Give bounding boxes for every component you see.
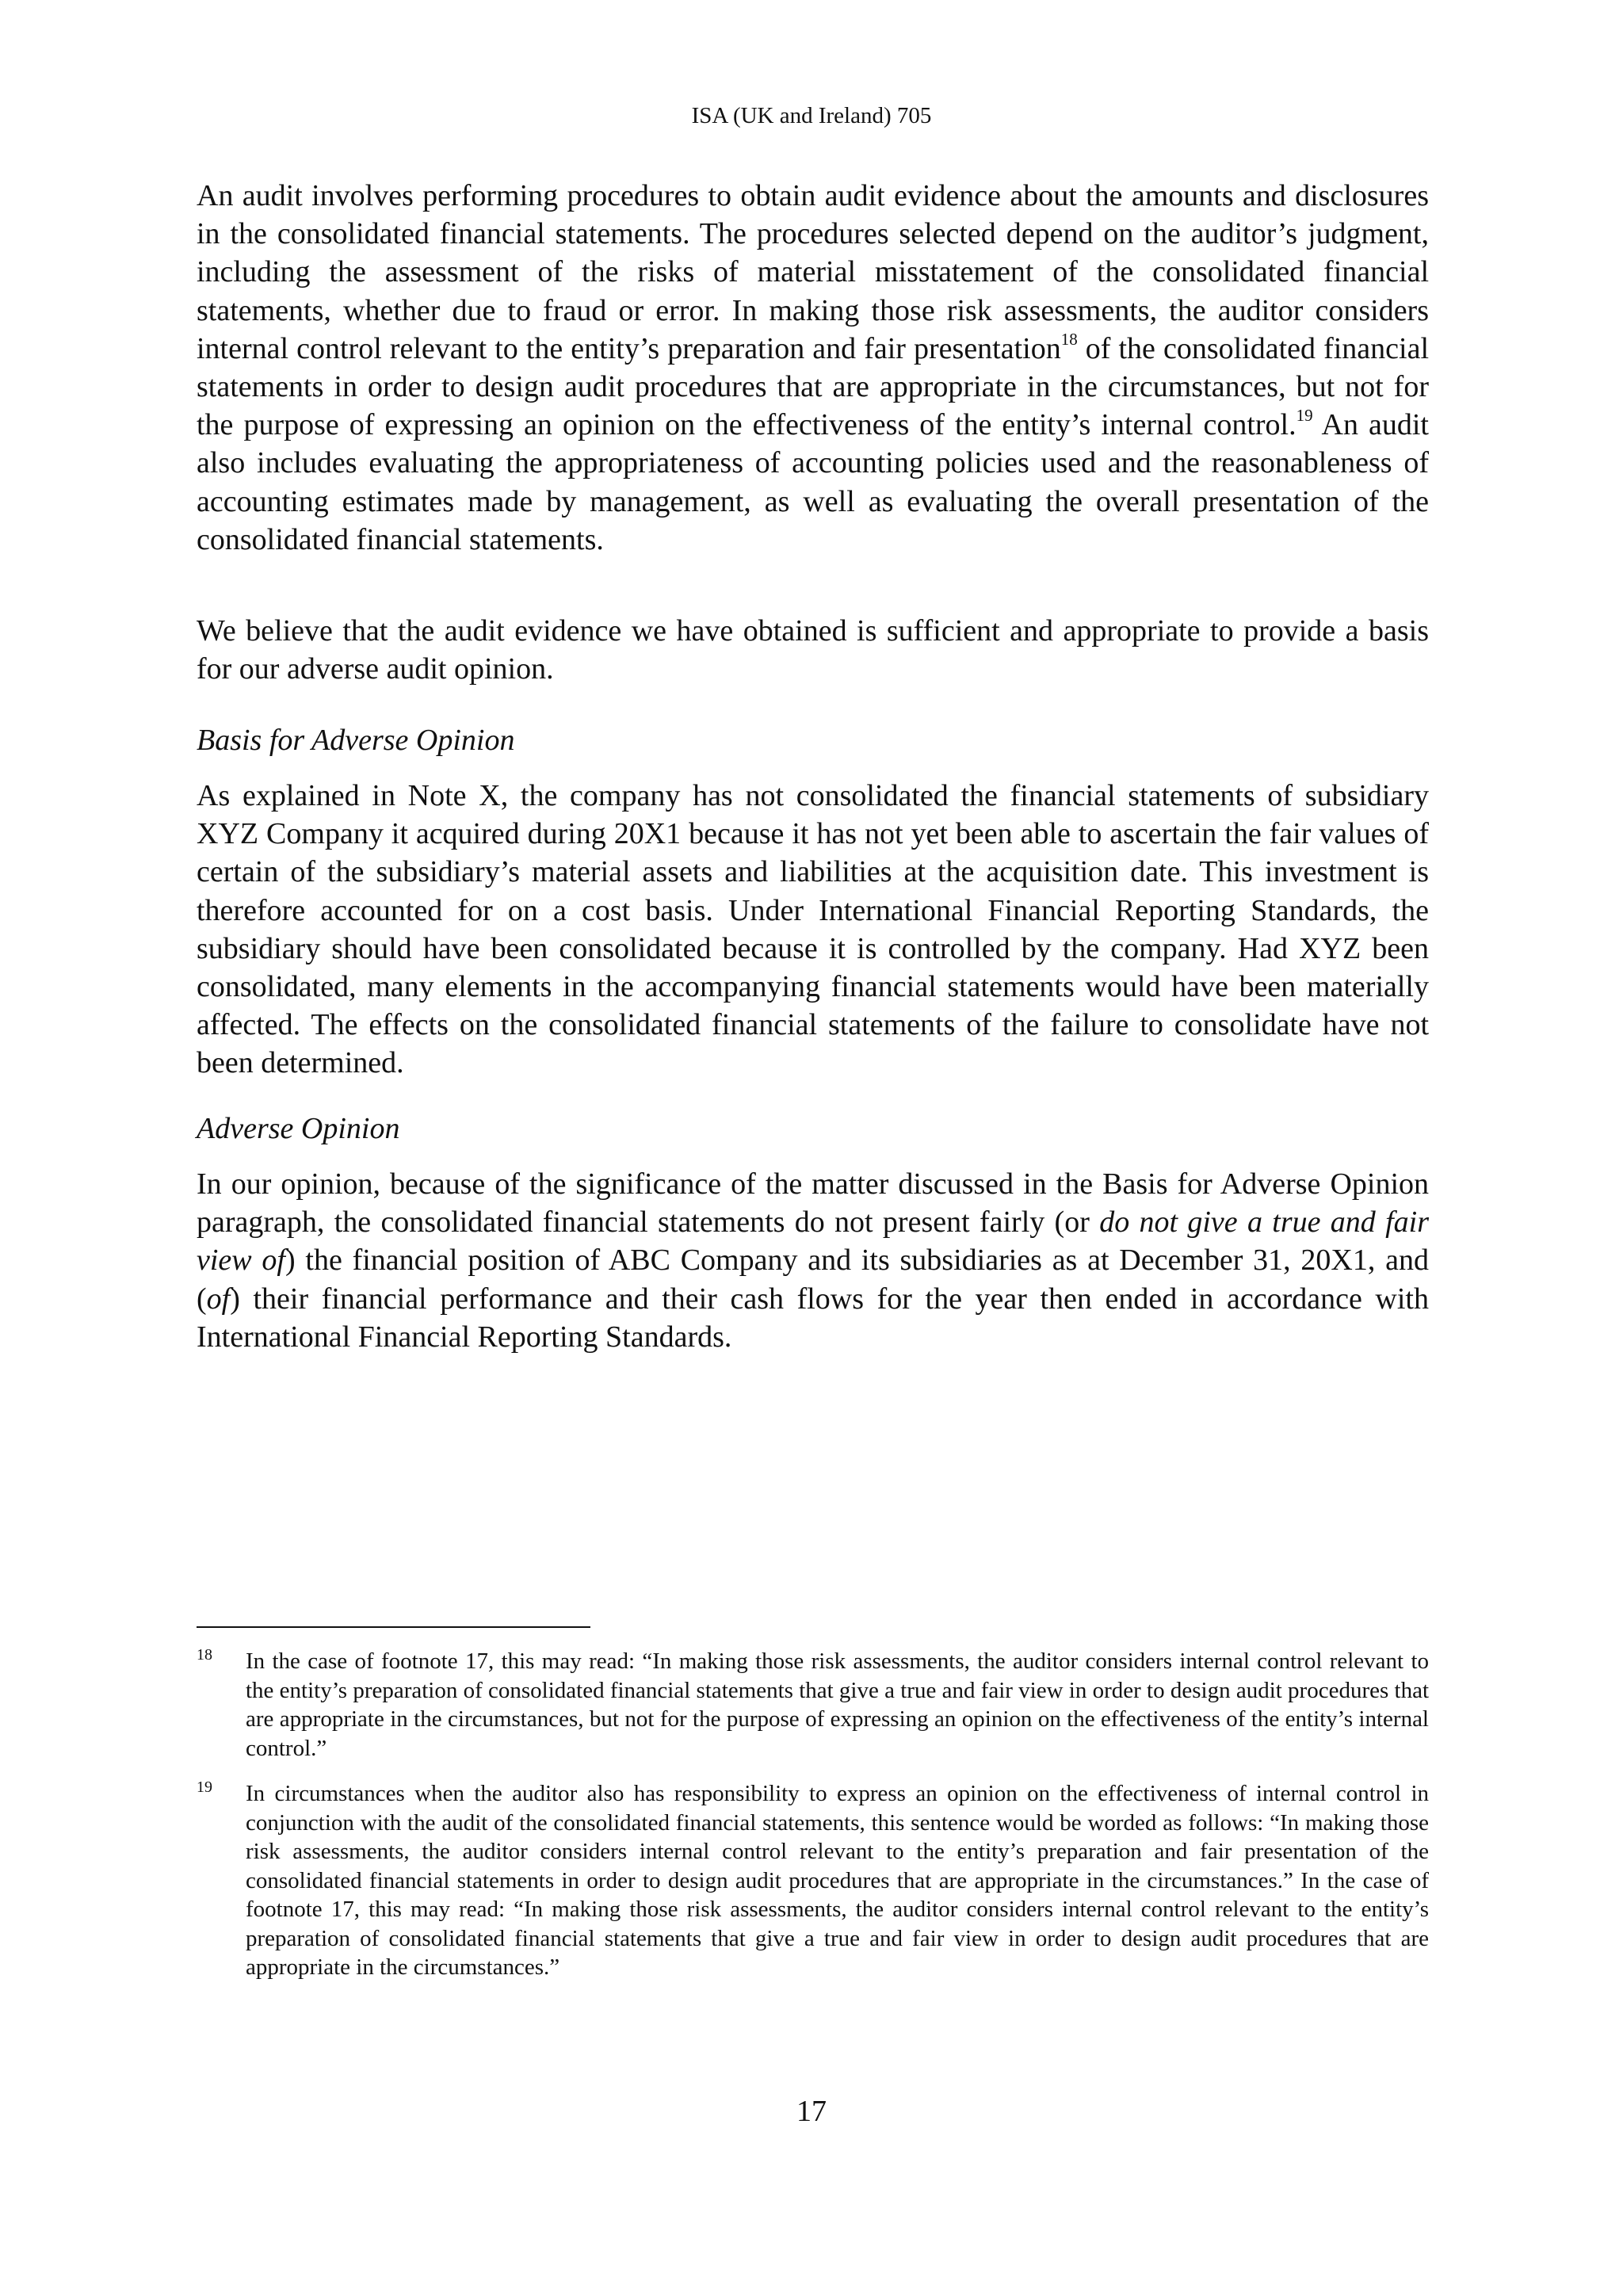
basis-for-adverse-opinion-paragraph [197, 777, 1429, 1083]
adverse-opinion-italic-2: of [206, 1282, 231, 1316]
basis-for-adverse-opinion-heading: Basis for Adverse Opinion [197, 724, 515, 757]
audit-procedures-text-part1: An audit involves performing procedures to obtain audit evidence about the amounts and disclosures in the consolidated financial statements. The procedures selected depend on the auditor’s judgment, including the assessment of the risks of material misstatement of the consolidated financial statements, whether due to fraud or error. In making those risk assessments, the auditor considers internal control relevant to the entity’s preparation and fair presentation [197, 179, 1429, 365]
audit-procedures-text-part2: of the consolidated financial statements in order to design audit procedures that are appropriate in the circumstances, but not for the purpose of expressing an opinion on the effectiveness of the entity’s internal control. [197, 331, 1429, 442]
footnote-ref-19[interactable]: 19 [1296, 406, 1313, 426]
audit-procedures-text-part3: An audit also includes evaluating the appropriateness of accounting policies used and the reasonableness of accounting estimates made by management, as well as evaluating the overall presentation of the consolidated financial statements. [197, 408, 1429, 556]
page-number: 17 [796, 2095, 827, 2128]
footnote-19-number: 19 [197, 1778, 212, 1796]
footnote-18 [197, 1647, 1429, 1763]
footnote-18-text: In the case of footnote 17, this may read: “In making those risk assessments, the auditor considers internal control relevant to the entity’s preparation of consolidated financial statements that give a true and fair view in order to design audit procedures that are appropriate in the circumstances, but not for the purpose of expressing an opinion on the effectiveness of the entity’s internal control.” [246, 1648, 1430, 1761]
basis-for-adverse-opinion-text: As explained in Note X, the company has not consolidated the financial statements of subsidiary XYZ Company it acquired during 20X1 because it has not yet been able to ascertain the fair values of certain of the subsidiary’s material assets and liabilities at the acquisition date. This investment is therefore accounted for on a cost basis. Under International Financial Reporting Standards, the subsidiary should have been consolidated because it is controlled by the company. Had XYZ been consolidated, many elements in the accompanying financial statements would have been materially affected. The effects on the consolidated financial statements of the failure to consolidate have not been determined. [197, 779, 1429, 1080]
adverse-opinion-text-part3: ) their financial performance and their cash flows for the year then ended in accordance with International Financial Reporting Standards. [197, 1282, 1429, 1354]
adverse-opinion-text-part2: ) the financial position of ABC Company and its subsidiaries as at December 31, 20X1, and ( [197, 1244, 1430, 1316]
footnote-18-number: 18 [197, 1646, 212, 1664]
sufficient-evidence-text: We believe that the audit evidence we have obtained is sufficient and appropriate to provide a basis for our adverse audit opinion. [197, 614, 1429, 686]
adverse-opinion-paragraph [197, 1165, 1429, 1356]
page-header: ISA (UK and Ireland) 705 [691, 103, 932, 128]
footnote-ref-18[interactable]: 18 [1060, 329, 1078, 349]
adverse-opinion-text-part1: In our opinion, because of the significance of the matter discussed in the Basis for Adverse Opinion paragraph, the consolidated financial statements do not present fairly (or [197, 1167, 1429, 1240]
footnote-19-text: In circumstances when the auditor also has responsibility to express an opinion on the effectiveness of internal control in conjunction with the audit of the consolidated financial statements, this sentence would be worded as follows: “In making those risk assessments, the auditor considers internal control relevant to the entity’s preparation and fair presentation of the consolidated financial statements in order to design audit procedures that are appropriate in the circumstances.” In the case of footnote 17, this may read: “In making those risk assessments, the auditor considers internal control relevant to the entity’s preparation of consolidated financial statements that give a true and fair view in order to design audit procedures that are appropriate in the circumstances.” [246, 1781, 1429, 1980]
adverse-opinion-heading: Adverse Opinion [197, 1112, 400, 1145]
audit-procedures-paragraph [197, 177, 1429, 559]
footnote-separator [197, 1626, 590, 1628]
sufficient-evidence-paragraph [197, 612, 1429, 688]
footnote-19 [197, 1779, 1429, 1982]
adverse-opinion-italic-1: do not give a true and fair view of [197, 1205, 1429, 1278]
